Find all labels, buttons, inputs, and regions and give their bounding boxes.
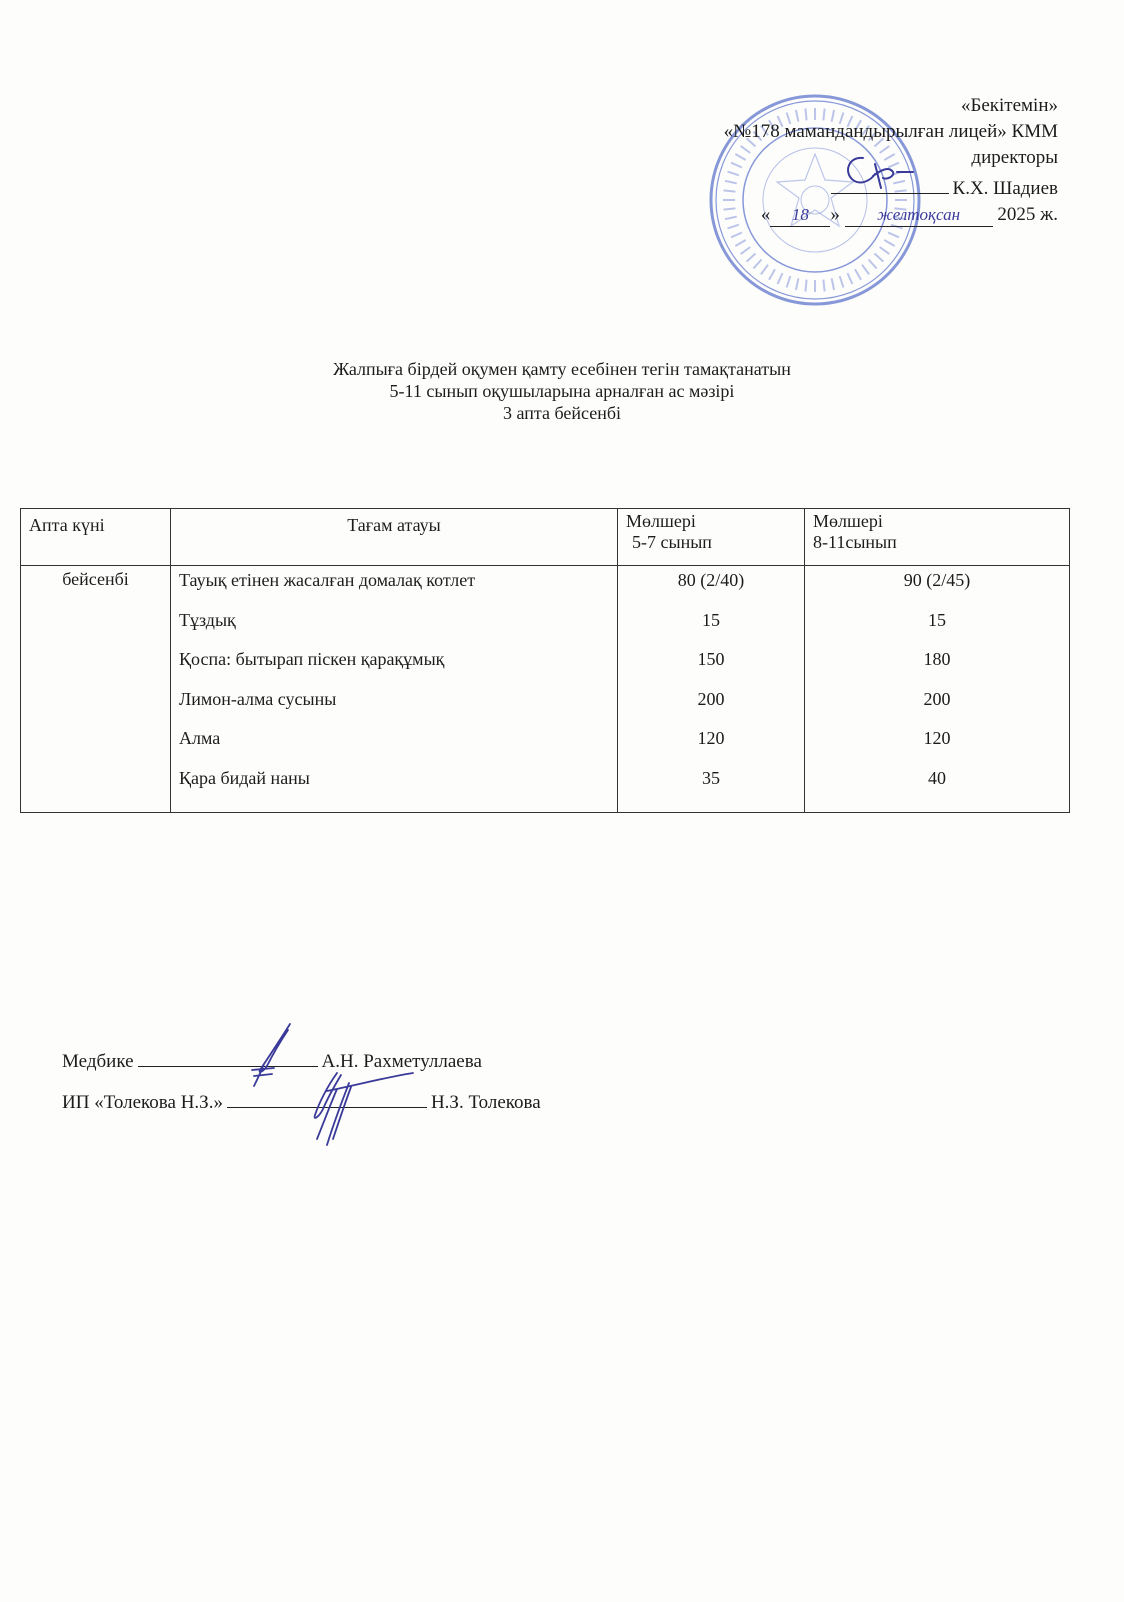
qty-8-11-cell xyxy=(805,566,1070,813)
table-row xyxy=(21,566,1070,813)
dish-name: Лимон-алма сусыны xyxy=(179,688,337,709)
approval-position: директоры xyxy=(971,147,1058,168)
stamp-letter-mark xyxy=(796,278,799,290)
header-qty-5-7-label: Мөлшері xyxy=(626,511,696,531)
table-header-row xyxy=(21,509,1070,566)
title-line-3: 3 апта бейсенбі xyxy=(503,403,621,423)
qty-5-7-value: 80 (2/40) xyxy=(677,570,745,590)
supplier-signature-blank xyxy=(227,1091,427,1108)
nurse-signature-blank xyxy=(138,1050,318,1067)
stamp-letter-mark xyxy=(884,240,894,246)
stamp-letter-mark xyxy=(741,247,751,254)
approval-date-line xyxy=(724,202,1058,228)
date-year: 2025 ж. xyxy=(997,204,1058,225)
title-line-1: Жалпыға бірдей оқумен қамту есебінен тегін тамақтанатын xyxy=(333,359,791,379)
handwritten-day: 18 xyxy=(770,204,830,227)
approval-organization: «№178 мамандандырылған лицей» КММ xyxy=(723,121,1058,142)
stamp-letter-mark xyxy=(862,265,869,275)
stamp-letter-mark xyxy=(787,276,791,287)
header-qty-5-7 xyxy=(618,509,805,566)
qty-8-11-value: 90 (2/45) xyxy=(903,570,971,590)
stamp-letter-mark xyxy=(753,260,761,269)
qty-8-11-value: 40 xyxy=(928,767,946,788)
director-signature xyxy=(835,152,935,192)
day-cell: бейсенбі xyxy=(21,566,171,813)
title-line-2: 5-11 сынып оқушыларына арналған ас мәзірі xyxy=(389,381,735,401)
qty-5-7-cell xyxy=(618,566,805,813)
qty-5-7-value: 35 xyxy=(702,767,720,788)
supplier-name: Н.З. Толекова xyxy=(430,1092,541,1113)
signatures-block xyxy=(62,1050,541,1114)
stamp-letter-mark xyxy=(880,247,890,254)
qty-8-11-value: 15 xyxy=(928,609,946,630)
date-open-quote: « xyxy=(760,204,771,225)
dish-name: Қоспа: бытырап піскен қарақұмық xyxy=(179,649,445,669)
approval-heading: «Бекітемін» xyxy=(960,95,1058,116)
nurse-signature-row xyxy=(62,1050,541,1073)
nurse-name: А.Н. Рахметуллаева xyxy=(321,1051,482,1072)
header-qty-8-11-grade: 8-11сынып xyxy=(813,532,897,552)
header-qty-8-11 xyxy=(805,509,1070,566)
approval-block xyxy=(724,93,1058,228)
stamp-letter-mark xyxy=(805,280,806,292)
stamp-letter-mark xyxy=(823,280,824,292)
dish-name: Тауық етінен жасалған домалақ котлет xyxy=(179,570,476,590)
header-dish: Тағам атауы xyxy=(171,509,618,566)
qty-8-11-value: 120 xyxy=(923,728,951,748)
dish-name: Алма xyxy=(179,728,221,748)
stamp-letter-mark xyxy=(869,260,877,269)
director-signature-blank xyxy=(831,171,949,194)
stamp-letter-mark xyxy=(769,269,775,279)
supplier-signature xyxy=(297,1069,417,1159)
nurse-role: Медбике xyxy=(62,1051,134,1072)
date-close-quote: » xyxy=(830,204,840,225)
header-qty-8-11-label: Мөлшері xyxy=(813,511,883,531)
supplier-signature-row xyxy=(62,1091,541,1114)
stamp-letter-mark xyxy=(735,240,745,246)
handwritten-month: желтоқсан xyxy=(845,204,993,227)
director-signature-line xyxy=(724,171,1058,202)
qty-8-11-value: 200 xyxy=(923,688,951,709)
qty-8-11-value: 180 xyxy=(923,649,951,669)
stamp-letter-mark xyxy=(848,273,853,284)
stamp-letter-mark xyxy=(875,254,884,262)
director-name: К.Х. Шадиев xyxy=(952,178,1058,199)
stamp-letter-mark xyxy=(888,233,899,238)
supplier-role: ИП «Толекова Н.З.» xyxy=(62,1092,223,1113)
stamp-letter-mark xyxy=(840,276,844,287)
header-day: Апта күні xyxy=(21,509,171,566)
stamp-letter-mark xyxy=(778,273,783,284)
stamp-letter-mark xyxy=(731,233,742,238)
stamp-letter-mark xyxy=(761,265,768,275)
qty-5-7-value: 120 xyxy=(697,728,725,748)
header-qty-5-7-grade: 5-7 сынып xyxy=(632,532,712,552)
dish-name: Қара бидай наны xyxy=(179,767,310,788)
dish-name: Тұздық xyxy=(179,609,236,630)
menu-table xyxy=(20,508,1070,813)
stamp-letter-mark xyxy=(832,278,835,290)
document-title xyxy=(0,358,1124,424)
stamp-letter-mark xyxy=(855,269,861,279)
qty-5-7-value: 15 xyxy=(702,609,720,630)
stamp-letter-mark xyxy=(747,254,756,262)
dish-cell xyxy=(171,566,618,813)
qty-5-7-value: 200 xyxy=(697,688,725,709)
qty-5-7-value: 150 xyxy=(697,649,725,669)
nurse-signature xyxy=(238,1020,308,1090)
